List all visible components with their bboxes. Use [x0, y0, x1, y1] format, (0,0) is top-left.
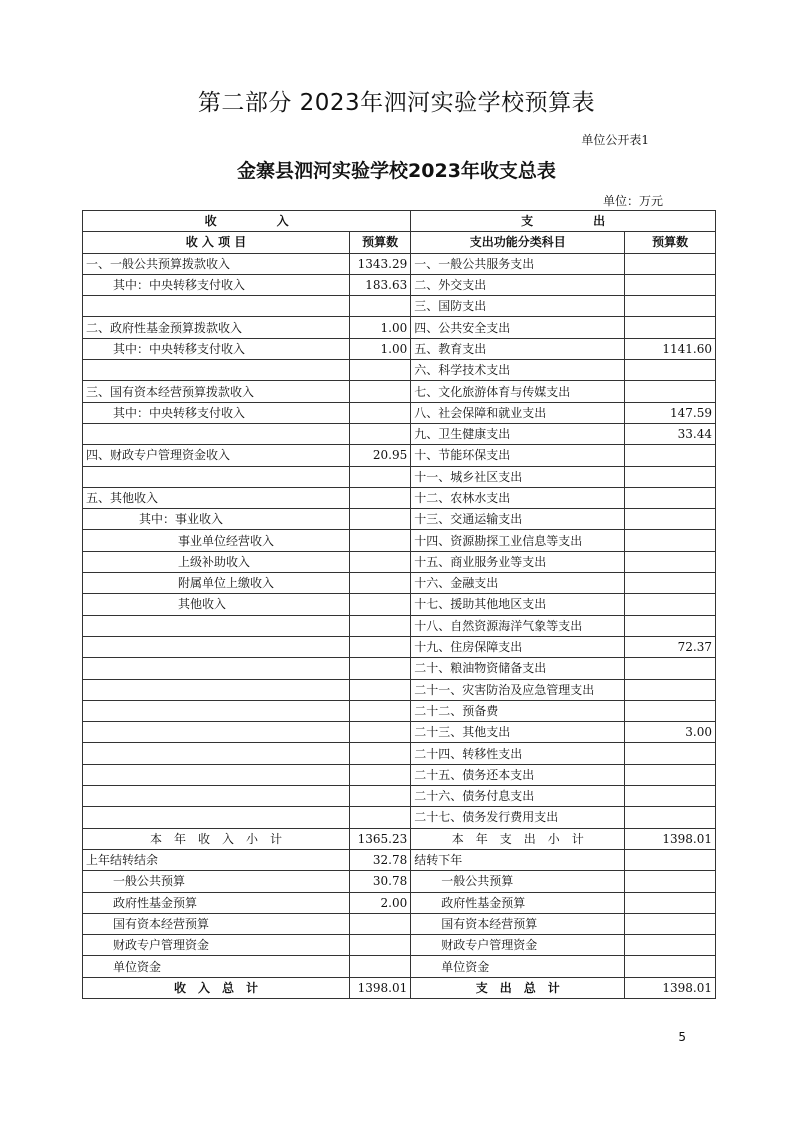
income-item-cell: 上级补助收入: [83, 551, 350, 572]
expense-amount-cell: [625, 913, 716, 934]
expense-item-cell: 一般公共预算: [411, 871, 625, 892]
income-amount-cell: [350, 509, 411, 530]
income-amount-cell: 1.00: [350, 338, 411, 359]
income-item-cell: 一般公共预算: [83, 871, 350, 892]
expense-amount-cell: [625, 700, 716, 721]
table-row: [83, 977, 716, 998]
table-row: [83, 871, 716, 892]
income-amount-cell: 183.63: [350, 274, 411, 295]
expense-item-cell: 九、卫生健康支出: [411, 423, 625, 444]
income-amount-cell: 20.95: [350, 445, 411, 466]
expense-amount-cell: [625, 679, 716, 700]
expense-amount-cell: 33.44: [625, 423, 716, 444]
expense-item-cell: 十九、住房保障支出: [411, 636, 625, 657]
income-amount-cell: [350, 913, 411, 934]
income-item-cell: [83, 764, 350, 785]
expense-item-cell: 十五、商业服务业等支出: [411, 551, 625, 572]
income-item-cell: 财政专户管理资金: [83, 935, 350, 956]
expense-amount-cell: [625, 445, 716, 466]
table-row: [83, 594, 716, 615]
table-row: [83, 253, 716, 274]
income-amount-cell: [350, 786, 411, 807]
income-amount-cell: [350, 594, 411, 615]
income-item-cell: 附属单位上缴收入: [83, 573, 350, 594]
table-row: [83, 807, 716, 828]
expense-item-cell: 二十一、灾害防治及应急管理支出: [411, 679, 625, 700]
table-row: [83, 381, 716, 402]
expense-amount-cell: [625, 487, 716, 508]
income-amount-header: 预算数: [350, 232, 411, 253]
table-row: [83, 466, 716, 487]
income-amount-cell: 1.00: [350, 317, 411, 338]
income-amount-cell: 1365.23: [350, 828, 411, 849]
table-row: [83, 615, 716, 636]
table-row: [83, 913, 716, 934]
income-item-cell: 其中：中央转移支付收入: [83, 338, 350, 359]
expense-amount-cell: [625, 274, 716, 295]
income-item-cell: [83, 423, 350, 444]
header-row-columns: [83, 232, 716, 253]
expense-item-cell: 十一、城乡社区支出: [411, 466, 625, 487]
income-item-cell: [83, 743, 350, 764]
table-row: [83, 445, 716, 466]
table-row: [83, 764, 716, 785]
expense-item-header: 支出功能分类科目: [411, 232, 625, 253]
income-item-cell: [83, 722, 350, 743]
income-item-cell: 政府性基金预算: [83, 892, 350, 913]
expense-item-cell: 本 年 支 出 小 计: [411, 828, 625, 849]
income-amount-cell: [350, 658, 411, 679]
expense-item-cell: 四、公共安全支出: [411, 317, 625, 338]
table-row: [83, 700, 716, 721]
income-item-cell: [83, 807, 350, 828]
income-amount-cell: 1343.29: [350, 253, 411, 274]
expense-amount-cell: [625, 466, 716, 487]
expense-item-cell: 二十、粮油物资储备支出: [411, 658, 625, 679]
expense-amount-cell: [625, 764, 716, 785]
expense-amount-cell: [625, 594, 716, 615]
table-row: [83, 636, 716, 657]
table-row: [83, 402, 716, 423]
income-item-cell: [83, 296, 350, 317]
income-item-cell: [83, 679, 350, 700]
table-row: [83, 892, 716, 913]
income-amount-cell: [350, 360, 411, 381]
expense-item-cell: 二十三、其他支出: [411, 722, 625, 743]
table-row: [83, 317, 716, 338]
expense-item-cell: 十八、自然资源海洋气象等支出: [411, 615, 625, 636]
expense-amount-cell: [625, 786, 716, 807]
income-amount-cell: [350, 466, 411, 487]
income-amount-cell: [350, 573, 411, 594]
income-amount-cell: [350, 743, 411, 764]
expense-item-cell: 二十六、债务付息支出: [411, 786, 625, 807]
income-amount-cell: [350, 615, 411, 636]
table-number: 单位公开表1: [581, 133, 649, 147]
part-title: 第二部分 2023年泗河实验学校预算表: [197, 90, 596, 116]
income-amount-cell: [350, 487, 411, 508]
income-item-header: 收 入 项 目: [83, 232, 350, 253]
expense-amount-cell: [625, 807, 716, 828]
income-amount-cell: [350, 679, 411, 700]
income-item-cell: 国有资本经营预算: [83, 913, 350, 934]
expense-amount-cell: [625, 658, 716, 679]
table-row: [83, 530, 716, 551]
income-amount-cell: [350, 935, 411, 956]
expense-item-cell: 二十二、预备费: [411, 700, 625, 721]
income-amount-cell: [350, 423, 411, 444]
expense-item-cell: 国有资本经营预算: [411, 913, 625, 934]
income-amount-cell: [350, 764, 411, 785]
unit-label: 单位：万元: [602, 194, 663, 208]
expense-amount-cell: [625, 935, 716, 956]
expense-amount-cell: 147.59: [625, 402, 716, 423]
page-title: 金寨县泗河实验学校2023年收支总表: [237, 160, 556, 182]
expense-item-cell: 六、科学技术支出: [411, 360, 625, 381]
income-item-cell: [83, 466, 350, 487]
income-amount-cell: [350, 381, 411, 402]
expense-amount-cell: [625, 551, 716, 572]
income-amount-cell: [350, 402, 411, 423]
income-amount-cell: 2.00: [350, 892, 411, 913]
expense-item-cell: 八、社会保障和就业支出: [411, 402, 625, 423]
expense-amount-cell: [625, 530, 716, 551]
expense-item-cell: 二十七、债务发行费用支出: [411, 807, 625, 828]
table-row: [83, 487, 716, 508]
table-row: [83, 722, 716, 743]
income-item-cell: [83, 615, 350, 636]
expense-item-cell: 十四、资源勘探工业信息等支出: [411, 530, 625, 551]
income-item-cell: 收 入 总 计: [83, 977, 350, 998]
income-item-cell: 其中：中央转移支付收入: [83, 274, 350, 295]
income-item-cell: 其他收入: [83, 594, 350, 615]
income-amount-cell: 1398.01: [350, 977, 411, 998]
expense-item-cell: 二十四、转移性支出: [411, 743, 625, 764]
budget-table: [82, 210, 716, 999]
table-row: [83, 679, 716, 700]
table-row: [83, 509, 716, 530]
expense-amount-cell: 3.00: [625, 722, 716, 743]
table-row: [83, 786, 716, 807]
table-row: [83, 849, 716, 870]
income-item-cell: 一、一般公共预算拨款收入: [83, 253, 350, 274]
expense-item-cell: 财政专户管理资金: [411, 935, 625, 956]
expense-item-cell: 二、外交支出: [411, 274, 625, 295]
table-row: [83, 828, 716, 849]
expense-item-cell: 十六、金融支出: [411, 573, 625, 594]
income-item-cell: 五、其他收入: [83, 487, 350, 508]
expense-header: 支 出: [411, 211, 716, 232]
header-row-top: [83, 211, 716, 232]
expense-amount-cell: [625, 509, 716, 530]
income-amount-cell: 32.78: [350, 849, 411, 870]
income-item-cell: 二、政府性基金预算拨款收入: [83, 317, 350, 338]
table-row: [83, 956, 716, 977]
income-item-cell: 本 年 收 入 小 计: [83, 828, 350, 849]
income-amount-cell: [350, 551, 411, 572]
table-row: [83, 423, 716, 444]
expense-amount-cell: [625, 615, 716, 636]
income-amount-cell: [350, 530, 411, 551]
income-item-cell: 其中：中央转移支付收入: [83, 402, 350, 423]
expense-item-cell: 五、教育支出: [411, 338, 625, 359]
expense-item-cell: 十三、交通运输支出: [411, 509, 625, 530]
income-amount-cell: [350, 807, 411, 828]
table-row: [83, 296, 716, 317]
expense-item-cell: 政府性基金预算: [411, 892, 625, 913]
expense-amount-header: 预算数: [625, 232, 716, 253]
income-item-cell: 其中：事业收入: [83, 509, 350, 530]
expense-amount-cell: [625, 743, 716, 764]
table-row: [83, 935, 716, 956]
income-item-cell: [83, 636, 350, 657]
expense-item-cell: 结转下年: [411, 849, 625, 870]
expense-item-cell: 十二、农林水支出: [411, 487, 625, 508]
income-item-cell: 三、国有资本经营预算拨款收入: [83, 381, 350, 402]
income-amount-cell: [350, 722, 411, 743]
income-item-cell: 四、财政专户管理资金收入: [83, 445, 350, 466]
expense-amount-cell: [625, 956, 716, 977]
income-item-cell: [83, 360, 350, 381]
income-amount-cell: [350, 296, 411, 317]
income-amount-cell: [350, 636, 411, 657]
expense-item-cell: 十、节能环保支出: [411, 445, 625, 466]
income-item-cell: 事业单位经营收入: [83, 530, 350, 551]
expense-item-cell: 二十五、债务还本支出: [411, 764, 625, 785]
table-row: [83, 551, 716, 572]
expense-amount-cell: 1141.60: [625, 338, 716, 359]
expense-item-cell: 一、一般公共服务支出: [411, 253, 625, 274]
expense-amount-cell: [625, 849, 716, 870]
table-row: [83, 360, 716, 381]
expense-item-cell: 十七、援助其他地区支出: [411, 594, 625, 615]
expense-item-cell: 七、文化旅游体育与传媒支出: [411, 381, 625, 402]
expense-amount-cell: 1398.01: [625, 977, 716, 998]
expense-item-cell: 单位资金: [411, 956, 625, 977]
expense-amount-cell: [625, 892, 716, 913]
expense-amount-cell: [625, 360, 716, 381]
expense-amount-cell: [625, 296, 716, 317]
income-item-cell: [83, 786, 350, 807]
income-item-cell: [83, 700, 350, 721]
income-header: 收 入: [83, 211, 411, 232]
table-row: [83, 658, 716, 679]
page-number: 5: [678, 1030, 686, 1044]
expense-amount-cell: 1398.01: [625, 828, 716, 849]
table-row: [83, 573, 716, 594]
expense-amount-cell: [625, 381, 716, 402]
income-item-cell: 上年结转结余: [83, 849, 350, 870]
income-amount-cell: 30.78: [350, 871, 411, 892]
income-amount-cell: [350, 700, 411, 721]
expense-amount-cell: [625, 317, 716, 338]
table-row: [83, 338, 716, 359]
table-row: [83, 274, 716, 295]
table-row: [83, 743, 716, 764]
expense-item-cell: 支 出 总 计: [411, 977, 625, 998]
income-item-cell: 单位资金: [83, 956, 350, 977]
expense-amount-cell: [625, 871, 716, 892]
expense-item-cell: 三、国防支出: [411, 296, 625, 317]
income-item-cell: [83, 658, 350, 679]
expense-amount-cell: [625, 253, 716, 274]
expense-amount-cell: [625, 573, 716, 594]
income-amount-cell: [350, 956, 411, 977]
expense-amount-cell: 72.37: [625, 636, 716, 657]
